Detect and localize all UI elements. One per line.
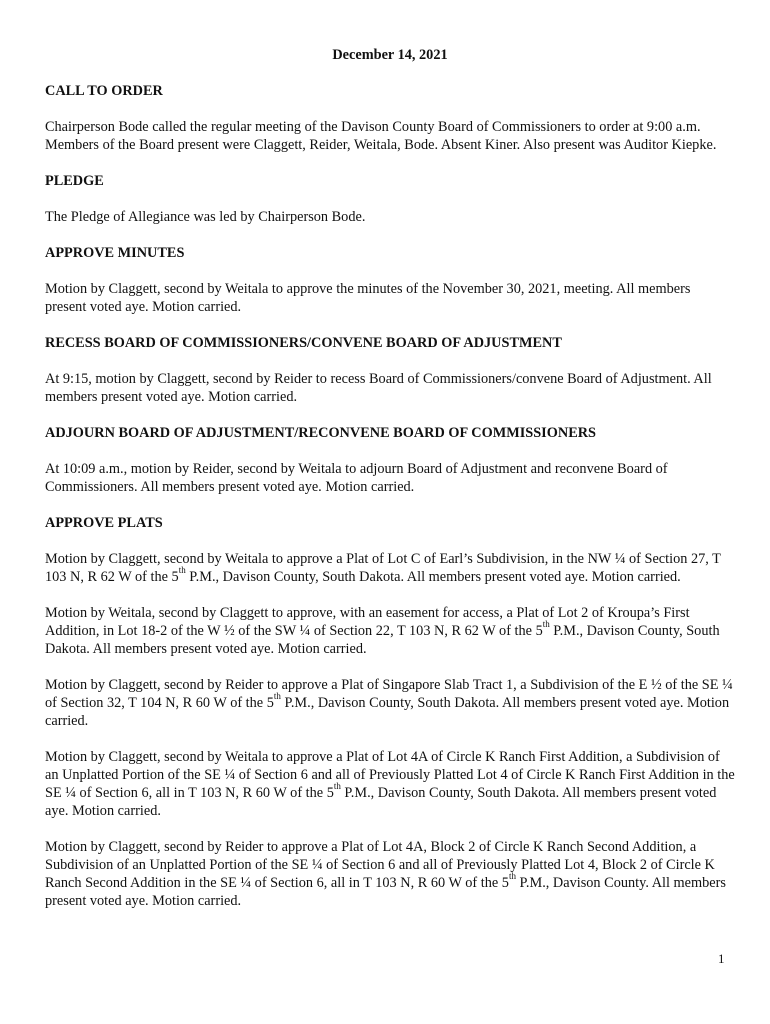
heading-adjourn: ADJOURN BOARD OF ADJUSTMENT/RECONVENE BOARD OF COMMISSIONERS bbox=[45, 425, 597, 441]
plat-3-text-end: P.M., Davison County, South Dakota. All members present voted aye. Motion carried. bbox=[45, 695, 730, 729]
plat-4-text-end: P.M., Davison County, South Dakota. All members present voted aye. Motion carried. bbox=[45, 785, 717, 819]
plat-2-superscript: th bbox=[542, 619, 550, 630]
plat-5-superscript: th bbox=[508, 871, 516, 882]
plat-5-text-end: P.M., Davison County. All members present voted aye. Motion carried. bbox=[45, 875, 726, 909]
page-number: 1 bbox=[718, 951, 725, 966]
heading-pledge: PLEDGE bbox=[45, 173, 104, 189]
paragraph-call-to-order: Chairperson Bode called the regular meeting of the Davison County Board of Commissioners to order at 9:00 a.m. Members of the Board present were Claggett, Reider, Weitala, Bode. Absent Kiner. Also present was Auditor Kiepke. bbox=[45, 119, 717, 153]
plat-3-text: Motion by Claggett, second by Reider to approve a Plat of Singapore Slab Tract 1, a Subdivision of the E ½ of the SE ¼ of Section 32, T 104 N, R 60 W of the 5 bbox=[45, 677, 733, 711]
paragraph-adjourn: At 10:09 a.m., motion by Reider, second by Weitala to adjourn Board of Adjustment and reconvene Board of Commissioners. All members present voted aye. Motion carried. bbox=[45, 461, 668, 495]
paragraph-approve-minutes: Motion by Claggett, second by Weitala to approve the minutes of the November 30, 2021, meeting. All members present voted aye. Motion carried. bbox=[45, 281, 691, 315]
paragraph-plat-2 bbox=[45, 604, 735, 658]
heading-approve-plats: APPROVE PLATS bbox=[45, 515, 163, 531]
plat-2-text: Motion by Weitala, second by Claggett to approve, with an easement for access, a Plat of Lot 2 of Kroupa’s First Addition, in Lot 18-2 of the W ½ of the SW ¼ of Section 22, T 103 N, R 62 W of the 5 bbox=[45, 605, 690, 639]
plat-4-text: Motion by Claggett, second by Weitala to approve a Plat of Lot 4A of Circle K Ranch First Addition, a Subdivision of an Unplatted Portion of the SE ¼ of Section 6 and all of Previously Platted Lot 4 of Circle K Ranch First Addition in the SE ¼ of Section 6, all in T 103 N, R 60 W of the 5 bbox=[45, 749, 735, 801]
paragraph-plat-4 bbox=[45, 748, 735, 820]
paragraph-pledge: The Pledge of Allegiance was led by Chairperson Bode. bbox=[45, 209, 366, 225]
plat-3-superscript: th bbox=[273, 691, 281, 702]
heading-call-to-order: CALL TO ORDER bbox=[45, 83, 163, 99]
document-body bbox=[45, 46, 735, 928]
heading-approve-minutes: APPROVE MINUTES bbox=[45, 245, 185, 261]
heading-recess: RECESS BOARD OF COMMISSIONERS/CONVENE BOARD OF ADJUSTMENT bbox=[45, 335, 562, 351]
plat-1-superscript: th bbox=[178, 565, 186, 576]
paragraph-plat-1 bbox=[45, 550, 735, 586]
plat-2-text-end: P.M., Davison County, South Dakota. All members present voted aye. Motion carried. bbox=[45, 623, 720, 657]
plat-5-text: Motion by Claggett, second by Reider to approve a Plat of Lot 4A, Block 2 of Circle K Ranch Second Addition, a Subdivision of an Unplatted Portion of the SE ¼ of Section 6 and all of Previously Platted Lot 4, Block 2 of Circle K Ranch Second Addition in the SE ¼ of Section 6, all in T 103 N, R 60 W of the 5 bbox=[45, 839, 715, 891]
paragraph-plat-5 bbox=[45, 838, 735, 910]
plat-1-text-end: P.M., Davison County, South Dakota. All members present voted aye. Motion carried. bbox=[185, 569, 681, 585]
plat-4-superscript: th bbox=[333, 781, 341, 792]
paragraph-plat-3 bbox=[45, 676, 735, 730]
paragraph-recess: At 9:15, motion by Claggett, second by Reider to recess Board of Commissioners/convene Board of Adjustment. All members present voted aye. Motion carried. bbox=[45, 371, 712, 405]
meeting-date: December 14, 2021 bbox=[332, 47, 448, 63]
plat-1-text: Motion by Claggett, second by Weitala to approve a Plat of Lot C of Earl’s Subdivision, in the NW ¼ of Section 27, T 103 N, R 62 W of the 5 bbox=[45, 551, 721, 585]
